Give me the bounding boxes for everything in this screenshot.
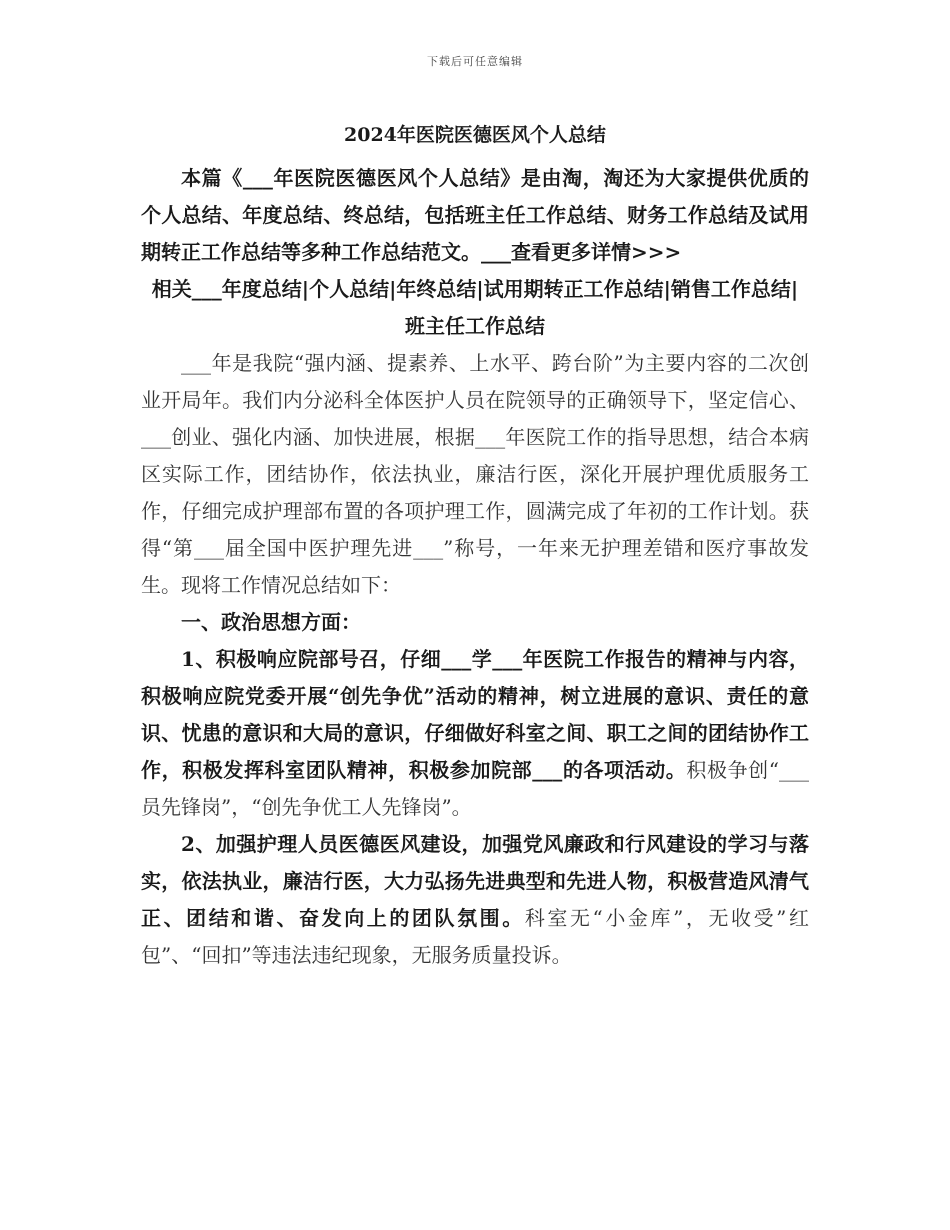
item-2-bold-text: 2、加强护理人员医德医风建设，加强党风廉政和行风建设的学习与落实，依法执业，廉洁行医，大力弘扬先进典型和先进人物，积极营造风清气正、团结和谐、奋发向上的团队氛围。 <box>141 832 809 930</box>
item-2-paragraph <box>141 826 809 974</box>
section-heading-politics: 一、政治思想方面： <box>181 610 361 634</box>
item-2-normal-text: 科室无“小金库”，无收受”红包”、“回扣”等违法违纪现象，无服务质量投诉。 <box>141 906 809 967</box>
paragraph-overview: ___年是我院“强内涵、提素养、上水平、跨台阶”为主要内容的二次创业开局年。我们内分泌科全体医护人员在院领导的正确领导下，坚定信心、___创业、强化内涵、加快进展，根据___年医院工作的指导思想，结合本病区实际工作，团结协作，依法执业，廉洁行医，深化开展护理优质服务工作，仔细完成护理部布置的各项护理工作，圆满完成了年初的工作计划。获得“第___届全国中医护理先进___”称号，一年来无护理差错和医疗事故发生。现将工作情况总结如下： <box>141 351 809 597</box>
item-1-paragraph <box>141 641 809 826</box>
document-title: 2024年医院医德医风个人总结 <box>344 124 606 146</box>
page-header: 下载后可任意编辑 <box>427 55 523 68</box>
item-1-normal-text: 积极争创“___员先锋岗”，“创先争优工人先锋岗”。 <box>141 758 809 819</box>
related-links: 相关___年度总结|个人总结|年终总结|试用期转正工作总结|销售工作总结|班主任工作总结 <box>151 277 799 338</box>
intro-paragraph: 本篇《___年医院医德医风个人总结》是由淘，淘还为大家提供优质的个人总结、年度总结、终总结，包括班主任工作总结、财务工作总结及试用期转正工作总结等多种工作总结范文。___查看更多详情>>> <box>141 166 809 264</box>
document-body <box>141 118 809 974</box>
item-1-bold-text: 1、积极响应院部号召，仔细___学___年医院工作报告的精神与内容，积极响应院党委开展“创先争优”活动的精神，树立进展的意识、责任的意识、忧患的意识和大局的意识，仔细做好科室之间、职工之间的团结协作工作，积极发挥科室团队精神，积极参加院部___的各项活动。 <box>141 647 809 782</box>
